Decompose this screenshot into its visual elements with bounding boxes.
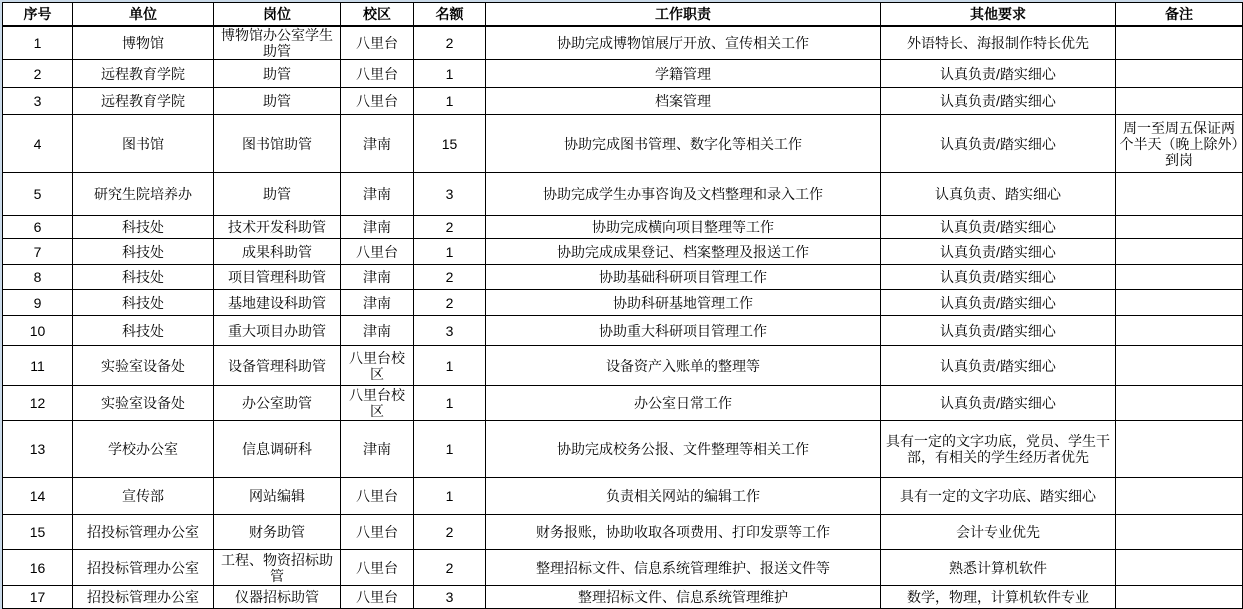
cell-campus: 八里台校区 xyxy=(341,346,414,386)
cell-unit: 学校办公室 xyxy=(73,421,214,478)
cell-notes: 周一至周五保证两个半天（晚上除外）到岗 xyxy=(1116,115,1243,173)
cell-unit: 招投标管理办公室 xyxy=(73,586,214,609)
cell-campus: 津南 xyxy=(341,265,414,290)
cell-duties: 协助完成横向项目整理等工作 xyxy=(486,216,881,239)
cell-requirements: 认真负责/踏实细心 xyxy=(881,265,1116,290)
cell-index: 3 xyxy=(3,88,73,115)
cell-position: 技术开发科助管 xyxy=(214,216,341,239)
table-row xyxy=(3,421,1243,478)
cell-index: 6 xyxy=(3,216,73,239)
cell-index: 13 xyxy=(3,421,73,478)
cell-requirements: 熟悉计算机软件 xyxy=(881,550,1116,586)
cell-position: 助管 xyxy=(214,60,341,88)
cell-requirements: 认真负责/踏实细心 xyxy=(881,290,1116,316)
column-header-notes: 备注 xyxy=(1116,3,1243,27)
cell-requirements: 认真负责/踏实细心 xyxy=(881,386,1116,421)
cell-campus: 八里台 xyxy=(341,586,414,609)
cell-requirements: 认真负责/踏实细心 xyxy=(881,115,1116,173)
cell-campus: 八里台 xyxy=(341,239,414,265)
table-row xyxy=(3,386,1243,421)
cell-requirements: 外语特长、海报制作特长优先 xyxy=(881,26,1116,60)
cell-index: 12 xyxy=(3,386,73,421)
cell-campus: 津南 xyxy=(341,316,414,346)
cell-duties: 协助完成成果登记、档案整理及报送工作 xyxy=(486,239,881,265)
cell-notes xyxy=(1116,586,1243,609)
table-row xyxy=(3,586,1243,609)
cell-requirements: 认真负责、踏实细心 xyxy=(881,173,1116,216)
cell-position: 设备管理科助管 xyxy=(214,346,341,386)
cell-unit: 远程教育学院 xyxy=(73,60,214,88)
cell-unit: 科技处 xyxy=(73,265,214,290)
table-row xyxy=(3,115,1243,173)
cell-campus: 津南 xyxy=(341,216,414,239)
cell-unit: 科技处 xyxy=(73,239,214,265)
cell-quota: 2 xyxy=(414,290,486,316)
cell-notes xyxy=(1116,216,1243,239)
cell-requirements: 认真负责/踏实细心 xyxy=(881,60,1116,88)
column-header-index: 序号 xyxy=(3,3,73,27)
cell-duties: 负责相关网站的编辑工作 xyxy=(486,478,881,515)
cell-position: 仪器招标助管 xyxy=(214,586,341,609)
cell-unit: 研究生院培养办 xyxy=(73,173,214,216)
cell-notes xyxy=(1116,173,1243,216)
cell-position: 图书馆助管 xyxy=(214,115,341,173)
cell-notes xyxy=(1116,386,1243,421)
cell-quota: 2 xyxy=(414,515,486,550)
cell-quota: 1 xyxy=(414,386,486,421)
cell-index: 1 xyxy=(3,26,73,60)
cell-quota: 1 xyxy=(414,478,486,515)
cell-quota: 1 xyxy=(414,239,486,265)
cell-requirements: 认真负责/踏实细心 xyxy=(881,239,1116,265)
cell-campus: 八里台校区 xyxy=(341,386,414,421)
cell-quota: 1 xyxy=(414,346,486,386)
cell-notes xyxy=(1116,346,1243,386)
cell-position: 工程、物资招标助管 xyxy=(214,550,341,586)
cell-quota: 3 xyxy=(414,586,486,609)
cell-requirements: 具有一定的文字功底、踏实细心 xyxy=(881,478,1116,515)
cell-index: 4 xyxy=(3,115,73,173)
cell-duties: 协助重大科研项目管理工作 xyxy=(486,316,881,346)
cell-duties: 协助基础科研项目管理工作 xyxy=(486,265,881,290)
cell-campus: 津南 xyxy=(341,115,414,173)
cell-index: 5 xyxy=(3,173,73,216)
cell-position: 信息调研科 xyxy=(214,421,341,478)
cell-unit: 实验室设备处 xyxy=(73,386,214,421)
cell-unit: 远程教育学院 xyxy=(73,88,214,115)
cell-notes xyxy=(1116,421,1243,478)
cell-requirements: 数学，物理，计算机软件专业 xyxy=(881,586,1116,609)
cell-campus: 津南 xyxy=(341,290,414,316)
table-body xyxy=(3,26,1243,609)
table-row xyxy=(3,265,1243,290)
cell-position: 成果科助管 xyxy=(214,239,341,265)
cell-position: 助管 xyxy=(214,88,341,115)
column-header-quota: 名额 xyxy=(414,3,486,27)
cell-duties: 财务报账，协助收取各项费用、打印发票等工作 xyxy=(486,515,881,550)
cell-campus: 八里台 xyxy=(341,515,414,550)
cell-duties: 学籍管理 xyxy=(486,60,881,88)
cell-unit: 招投标管理办公室 xyxy=(73,550,214,586)
cell-notes xyxy=(1116,316,1243,346)
cell-campus: 八里台 xyxy=(341,88,414,115)
table-row xyxy=(3,316,1243,346)
cell-position: 助管 xyxy=(214,173,341,216)
cell-campus: 八里台 xyxy=(341,550,414,586)
cell-notes xyxy=(1116,290,1243,316)
cell-position: 办公室助管 xyxy=(214,386,341,421)
cell-requirements: 认真负责/踏实细心 xyxy=(881,316,1116,346)
table-row xyxy=(3,515,1243,550)
cell-requirements: 具有一定的文字功底，党员、学生干部，有相关的学生经历者优先 xyxy=(881,421,1116,478)
table-row xyxy=(3,88,1243,115)
cell-position: 基地建设科助管 xyxy=(214,290,341,316)
cell-unit: 宣传部 xyxy=(73,478,214,515)
cell-index: 11 xyxy=(3,346,73,386)
cell-campus: 津南 xyxy=(341,421,414,478)
cell-duties: 设备资产入账单的整理等 xyxy=(486,346,881,386)
cell-requirements: 认真负责/踏实细心 xyxy=(881,88,1116,115)
column-header-campus: 校区 xyxy=(341,3,414,27)
cell-campus: 津南 xyxy=(341,173,414,216)
cell-quota: 3 xyxy=(414,316,486,346)
cell-notes xyxy=(1116,60,1243,88)
cell-notes xyxy=(1116,239,1243,265)
cell-position: 博物馆办公室学生助管 xyxy=(214,26,341,60)
table-row xyxy=(3,346,1243,386)
cell-unit: 科技处 xyxy=(73,290,214,316)
cell-quota: 2 xyxy=(414,26,486,60)
cell-quota: 2 xyxy=(414,550,486,586)
cell-quota: 1 xyxy=(414,88,486,115)
cell-quota: 15 xyxy=(414,115,486,173)
cell-unit: 博物馆 xyxy=(73,26,214,60)
cell-unit: 科技处 xyxy=(73,216,214,239)
column-header-position: 岗位 xyxy=(214,3,341,27)
cell-campus: 八里台 xyxy=(341,60,414,88)
header-row xyxy=(3,3,1243,27)
cell-index: 16 xyxy=(3,550,73,586)
cell-index: 10 xyxy=(3,316,73,346)
cell-campus: 八里台 xyxy=(341,26,414,60)
cell-notes xyxy=(1116,88,1243,115)
cell-notes xyxy=(1116,515,1243,550)
column-header-unit: 单位 xyxy=(73,3,214,27)
cell-position: 网站编辑 xyxy=(214,478,341,515)
cell-duties: 整理招标文件、信息系统管理维护 xyxy=(486,586,881,609)
table-head xyxy=(3,3,1243,27)
cell-duties: 协助完成校务公报、文件整理等相关工作 xyxy=(486,421,881,478)
cell-index: 8 xyxy=(3,265,73,290)
cell-notes xyxy=(1116,478,1243,515)
cell-position: 财务助管 xyxy=(214,515,341,550)
cell-quota: 1 xyxy=(414,60,486,88)
table-row xyxy=(3,550,1243,586)
cell-duties: 档案管理 xyxy=(486,88,881,115)
cell-quota: 1 xyxy=(414,421,486,478)
cell-quota: 2 xyxy=(414,216,486,239)
cell-requirements: 认真负责/踏实细心 xyxy=(881,216,1116,239)
cell-index: 15 xyxy=(3,515,73,550)
column-header-requirements: 其他要求 xyxy=(881,3,1116,27)
cell-position: 项目管理科助管 xyxy=(214,265,341,290)
cell-notes xyxy=(1116,26,1243,60)
cell-position: 重大项目办助管 xyxy=(214,316,341,346)
cell-duties: 协助完成图书管理、数字化等相关工作 xyxy=(486,115,881,173)
cell-duties: 协助完成博物馆展厅开放、宣传相关工作 xyxy=(486,26,881,60)
cell-duties: 办公室日常工作 xyxy=(486,386,881,421)
job-posting-table xyxy=(2,2,1243,609)
cell-index: 14 xyxy=(3,478,73,515)
table-row xyxy=(3,290,1243,316)
cell-requirements: 认真负责/踏实细心 xyxy=(881,346,1116,386)
cell-notes xyxy=(1116,550,1243,586)
cell-index: 9 xyxy=(3,290,73,316)
table-row xyxy=(3,216,1243,239)
cell-unit: 科技处 xyxy=(73,316,214,346)
cell-quota: 3 xyxy=(414,173,486,216)
cell-index: 7 xyxy=(3,239,73,265)
cell-index: 17 xyxy=(3,586,73,609)
cell-requirements: 会计专业优先 xyxy=(881,515,1116,550)
cell-campus: 八里台 xyxy=(341,478,414,515)
cell-duties: 整理招标文件、信息系统管理维护、报送文件等 xyxy=(486,550,881,586)
cell-notes xyxy=(1116,265,1243,290)
cell-unit: 招投标管理办公室 xyxy=(73,515,214,550)
table-row xyxy=(3,60,1243,88)
table-row xyxy=(3,26,1243,60)
table-row xyxy=(3,173,1243,216)
cell-duties: 协助完成学生办事咨询及文档整理和录入工作 xyxy=(486,173,881,216)
column-header-duties: 工作职责 xyxy=(486,3,881,27)
cell-duties: 协助科研基地管理工作 xyxy=(486,290,881,316)
cell-quota: 2 xyxy=(414,265,486,290)
table-row xyxy=(3,239,1243,265)
cell-index: 2 xyxy=(3,60,73,88)
cell-unit: 实验室设备处 xyxy=(73,346,214,386)
table-row xyxy=(3,478,1243,515)
cell-unit: 图书馆 xyxy=(73,115,214,173)
